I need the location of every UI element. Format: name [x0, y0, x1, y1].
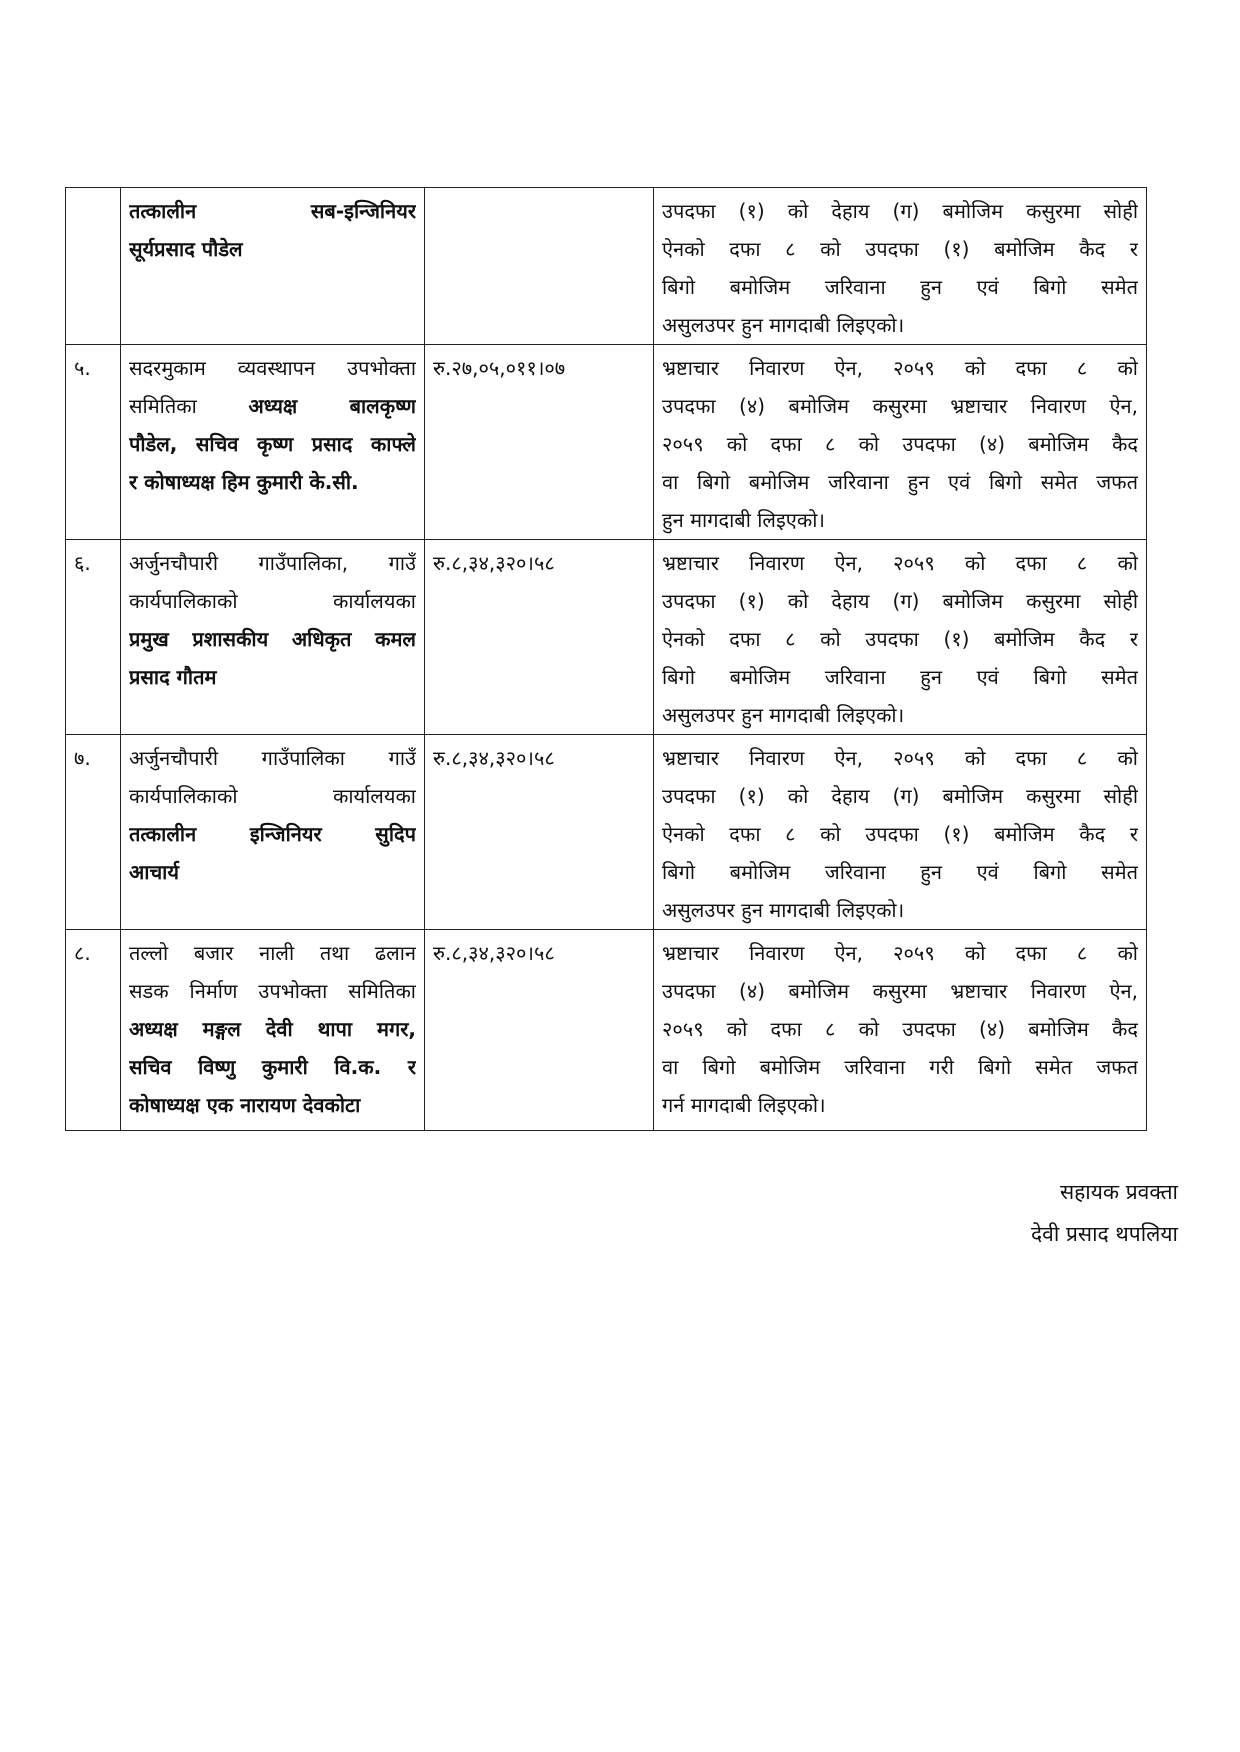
description-line: ऐनको दफा ८ को उपदफा (१) बमोजिम कैद र	[662, 627, 1138, 651]
name-line	[129, 620, 416, 658]
description-line: भ्रष्टाचार निवारण ऐन, २०५९ को दफा ८ को	[662, 941, 1138, 965]
name-line	[129, 544, 416, 582]
name-text: सूर्यप्रसाद पौडेल	[129, 237, 243, 261]
name-line	[129, 1048, 416, 1086]
name-text: अध्यक्ष बालकृष्ण	[248, 394, 416, 418]
name-text: कार्यपालिकाको कार्यालयका	[129, 589, 416, 613]
case-table-body	[66, 188, 1147, 1131]
demand-description-cell	[654, 540, 1147, 735]
name-text: सचिव विष्णु कुमारी वि.क. र	[129, 1055, 416, 1079]
name-text: अर्जुनचौपारी गाउँपालिका, गाउँ	[129, 551, 416, 575]
description-line: बिगो बमोजिम जरिवाना हुन एवं बिगो समेत	[662, 665, 1138, 689]
demand-description-cell	[654, 345, 1147, 540]
name-line	[129, 1010, 416, 1048]
description-line: गर्न मागदाबी लिइएको।	[662, 1093, 826, 1117]
name-line	[129, 815, 416, 853]
amount: रु.२७,०५,०११।०७	[433, 356, 566, 380]
serial-number-cell	[66, 735, 121, 930]
name-line	[129, 739, 416, 777]
description-line: उपदफा (१) को देहाय (ग) बमोजिम कसुरमा सोही	[662, 589, 1138, 613]
name-text: सदरमुकाम व्यवस्थापन उपभोक्ता	[129, 356, 416, 380]
name-text: पौडेल, सचिव कृष्ण प्रसाद काफ्ले	[129, 432, 416, 456]
name-line	[129, 463, 416, 501]
description-line: उपदफा (४) बमोजिम कसुरमा भ्रष्टाचार निवारण ऐन,	[662, 979, 1138, 1003]
accused-name-cell	[121, 540, 425, 735]
serial-number: ५.	[74, 356, 91, 380]
name-text: प्रसाद गौतम	[129, 665, 217, 689]
table-row	[66, 540, 1147, 735]
accused-name-cell	[121, 735, 425, 930]
demand-description-cell	[654, 188, 1147, 345]
table-row	[66, 735, 1147, 930]
signature-name: देवी प्रसाद थपलिया	[1031, 1222, 1178, 1246]
serial-number: ८.	[74, 941, 91, 965]
description-line: उपदफा (१) को देहाय (ग) बमोजिम कसुरमा सोही	[662, 784, 1138, 808]
name-text: प्रमुख प्रशासकीय अधिकृत कमल	[129, 627, 416, 651]
description-line: २०५९ को दफा ८ को उपदफा (४) बमोजिम कैद	[662, 432, 1138, 456]
serial-number-cell	[66, 188, 121, 345]
name-line	[129, 387, 416, 425]
signature-title: सहायक प्रवक्ता	[1059, 1180, 1178, 1204]
serial-number-cell	[66, 345, 121, 540]
description-line: उपदफा (४) बमोजिम कसुरमा भ्रष्टाचार निवारण ऐन,	[662, 394, 1138, 418]
name-text: अध्यक्ष मङ्गल देवी थापा मगर,	[129, 1017, 416, 1041]
description-line: ऐनको दफा ८ को उपदफा (१) बमोजिम कैद र	[662, 237, 1138, 261]
description-line: असुलउपर हुन मागदाबी लिइएको।	[662, 703, 905, 727]
description-line: बिगो बमोजिम जरिवाना हुन एवं बिगो समेत	[662, 275, 1138, 299]
description-line: हुन मागदाबी लिइएको।	[662, 508, 825, 532]
amount-cell	[425, 930, 654, 1131]
name-text: तल्लो बजार नाली तथा ढलान	[129, 941, 416, 965]
description-line: भ्रष्टाचार निवारण ऐन, २०५९ को दफा ८ को	[662, 356, 1138, 380]
name-text: आचार्य	[129, 860, 179, 884]
name-line	[129, 425, 416, 463]
accused-name-cell	[121, 930, 425, 1131]
description-line: उपदफा (१) को देहाय (ग) बमोजिम कसुरमा सोही	[662, 199, 1138, 223]
description-line: भ्रष्टाचार निवारण ऐन, २०५९ को दफा ८ को	[662, 551, 1138, 575]
case-table	[65, 187, 1147, 1131]
name-text: तत्कालीन सब-इन्जिनियर	[129, 199, 416, 223]
amount: रु.८,३४,३२०।५८	[433, 746, 555, 770]
name-line	[129, 192, 416, 230]
demand-description-cell	[654, 735, 1147, 930]
name-text: अर्जुनचौपारी गाउँपालिका गाउँ	[129, 746, 416, 770]
description-line: २०५९ को दफा ८ को उपदफा (४) बमोजिम कैद	[662, 1017, 1138, 1041]
amount-cell	[425, 188, 654, 345]
name-line	[129, 582, 416, 620]
description-line: असुलउपर हुन मागदाबी लिइएको।	[662, 313, 905, 337]
amount: रु.८,३४,३२०।५८	[433, 551, 555, 575]
accused-name-cell	[121, 345, 425, 540]
name-line	[129, 853, 416, 891]
table-row	[66, 930, 1147, 1131]
name-text: सडक निर्माण उपभोक्ता समितिका	[129, 979, 416, 1003]
name-line	[129, 349, 416, 387]
name-text: कोषाध्यक्ष एक नारायण देवकोटा	[129, 1093, 361, 1117]
name-text: कार्यपालिकाको कार्यालयका	[129, 784, 416, 808]
amount-cell	[425, 345, 654, 540]
name-line	[129, 230, 416, 268]
description-line: ऐनको दफा ८ को उपदफा (१) बमोजिम कैद र	[662, 822, 1138, 846]
name-text: तत्कालीन इन्जिनियर सुदिप	[129, 822, 416, 846]
demand-description-cell	[654, 930, 1147, 1131]
serial-number-cell	[66, 930, 121, 1131]
name-text: र कोषाध्यक्ष हिम कुमारी के.सी.	[129, 470, 359, 494]
name-line	[129, 658, 416, 696]
serial-number: ६.	[74, 551, 91, 575]
table-row	[66, 345, 1147, 540]
name-text: समितिका	[129, 394, 249, 418]
description-line: भ्रष्टाचार निवारण ऐन, २०५९ को दफा ८ को	[662, 746, 1138, 770]
table-row	[66, 188, 1147, 345]
name-line	[129, 934, 416, 972]
description-line: बिगो बमोजिम जरिवाना हुन एवं बिगो समेत	[662, 860, 1138, 884]
amount: रु.८,३४,३२०।५८	[433, 941, 555, 965]
accused-name-cell	[121, 188, 425, 345]
description-line: वा बिगो बमोजिम जरिवाना हुन एवं बिगो समेत जफत	[662, 470, 1138, 494]
name-line	[129, 972, 416, 1010]
name-line	[129, 1086, 416, 1124]
serial-number-cell	[66, 540, 121, 735]
name-line	[129, 777, 416, 815]
amount-cell	[425, 540, 654, 735]
description-line: वा बिगो बमोजिम जरिवाना गरी बिगो समेत जफत	[662, 1055, 1138, 1079]
serial-number: ७.	[74, 746, 91, 770]
description-line: असुलउपर हुन मागदाबी लिइएको।	[662, 898, 905, 922]
amount-cell	[425, 735, 654, 930]
